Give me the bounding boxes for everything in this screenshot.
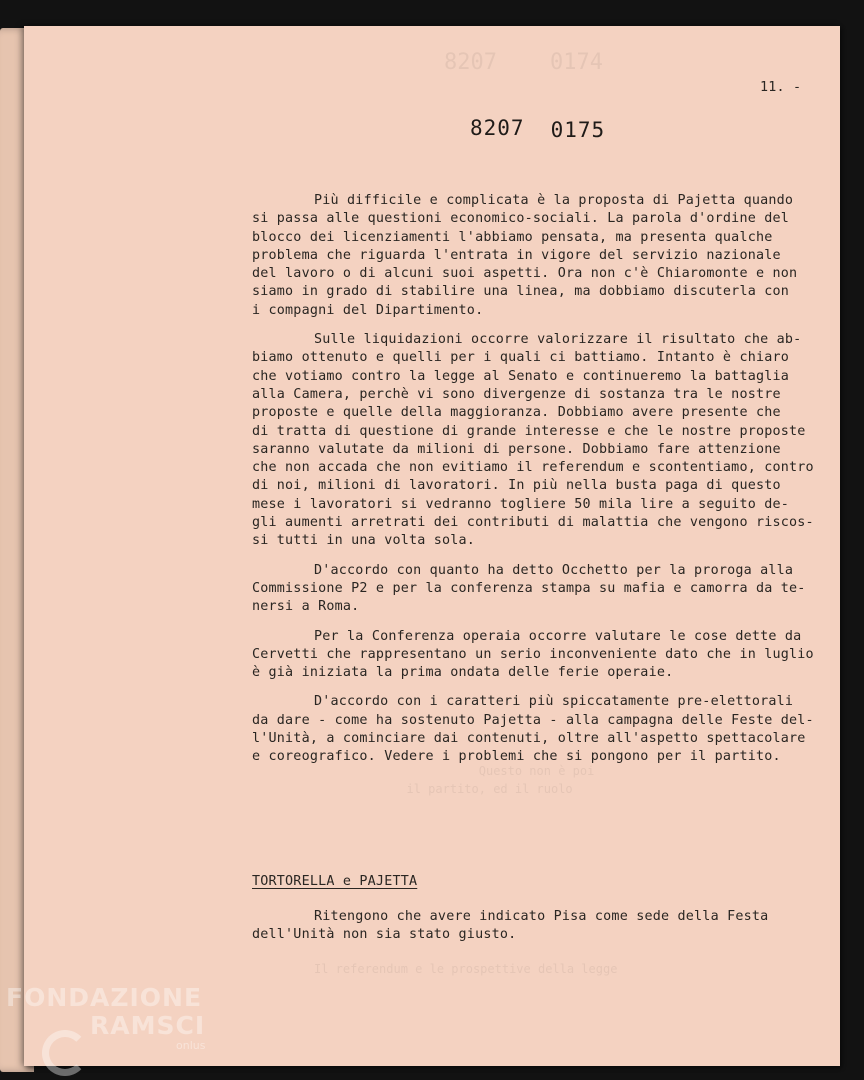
text-line: saranno valutate da milioni di persone. Dobbiamo fare attenzione — [252, 441, 781, 457]
text-line: è già iniziata la prima ondata delle ferie operaie. — [252, 665, 674, 681]
text-line: proposte e quelle della maggioranza. Dobbiamo avere presente che — [252, 405, 781, 421]
text-line: blocco dei licenziamenti l'abbiamo pensata, ma presenta qualche — [252, 229, 773, 245]
text-line: di noi, milioni di lavoratori. In più nella busta paga di questo — [252, 478, 781, 494]
text-line: di tratta di questione di grande interesse e che le nostre proposte — [252, 423, 806, 439]
text-line: dell'Unità non sia stato giusto. — [252, 927, 517, 943]
section-body — [252, 908, 818, 956]
body-text — [252, 192, 818, 778]
text-line: da dare - come ha sostenuto Pajetta - alla campagna delle Feste del- — [252, 712, 814, 728]
page-number: 11. - — [760, 80, 802, 95]
text-line: che votiamo contro la legge al Senato e continueremo la battaglia — [252, 368, 790, 384]
text-line: siamo in grado di stabilire una linea, ma dobbiamo discuterla con — [252, 284, 790, 300]
text-line: Commissione P2 e per la conferenza stampa su mafia e camorra da te- — [252, 580, 806, 596]
text-line: che non accada che non evitiamo il referendum e scontentiamo, contro — [252, 460, 814, 476]
document-page — [24, 26, 840, 1066]
document-number — [470, 116, 605, 140]
text-line: Ritengono che avere indicato Pisa come sede della Festa — [314, 909, 769, 924]
text-line: si passa alle questioni economico-sociali. La parola d'ordine del — [252, 211, 790, 227]
text-line: problema che riguarda l'entrata in vigore del servizio nazionale — [252, 247, 781, 263]
paragraph — [252, 693, 818, 766]
watermark-line: FONDAZIONE — [6, 983, 203, 1012]
text-line: D'accordo con i caratteri più spiccatamente pre-elettorali — [314, 694, 794, 710]
text-line: gli aumenti arretrati dei contributi di malattia che vengono riscos- — [252, 515, 814, 531]
fondazione-gramsci-watermark — [6, 984, 205, 1052]
text-line: Cervetti che rappresentano un serio inconveniente dato che in luglio — [252, 646, 814, 662]
text-line: i compagni del Dipartimento. — [252, 302, 484, 318]
text-line: Per la Conferenza operaia occorre valutare le cose dette da — [314, 628, 802, 644]
bleed-through-text: Questo non è poi il partito, ed il ruolo — [406, 764, 595, 796]
g-logo-icon — [42, 1030, 88, 1076]
text-line: si tutti in una volta sola. — [252, 533, 476, 549]
text-line: alla Camera, perchè vi sono divergenze di sostanza tra le nostre — [252, 386, 781, 402]
text-line: nersi a Roma. — [252, 599, 360, 615]
text-line: e coreografico. Vedere i problemi che si pongono per il partito. — [252, 749, 781, 765]
text-line: D'accordo con quanto ha detto Occhetto per la proroga alla — [314, 562, 794, 578]
watermark-line — [6, 1012, 205, 1040]
text-line: l'Unità, a cominciare dai contenuti, oltre all'aspetto spettacolare — [252, 731, 806, 747]
bleed-through-text: 8207 0174 — [444, 50, 603, 75]
document-number-part: 8207 — [470, 116, 525, 140]
paragraph — [252, 331, 818, 551]
text-line: del lavoro o di alcuni suoi aspetti. Ora non c'è Chiaromonte e non — [252, 266, 798, 282]
text-line: biamo ottenuto e quelli per i quali ci battiamo. Intanto è chiaro — [252, 350, 790, 366]
text-line: mese i lavoratori si vedranno togliere 50 mila lire a seguito de- — [252, 496, 790, 512]
text-line: Più difficile e complicata è la proposta di Pajetta quando — [314, 193, 794, 208]
text-line: Sulle liquidazioni occorre valorizzare il risultato che ab- — [314, 332, 802, 348]
paragraph — [252, 562, 818, 617]
watermark-line: onlus — [176, 1039, 206, 1052]
section-heading: TORTORELLA e PAJETTA — [252, 874, 418, 889]
document-number-part: 0175 — [550, 118, 606, 142]
watermark-word: RAMSCI — [90, 1011, 206, 1040]
paragraph — [252, 628, 818, 683]
paragraph — [252, 908, 818, 945]
paragraph — [252, 192, 818, 320]
bleed-through-text: Il referendum e le prospettive della legge — [314, 962, 618, 976]
